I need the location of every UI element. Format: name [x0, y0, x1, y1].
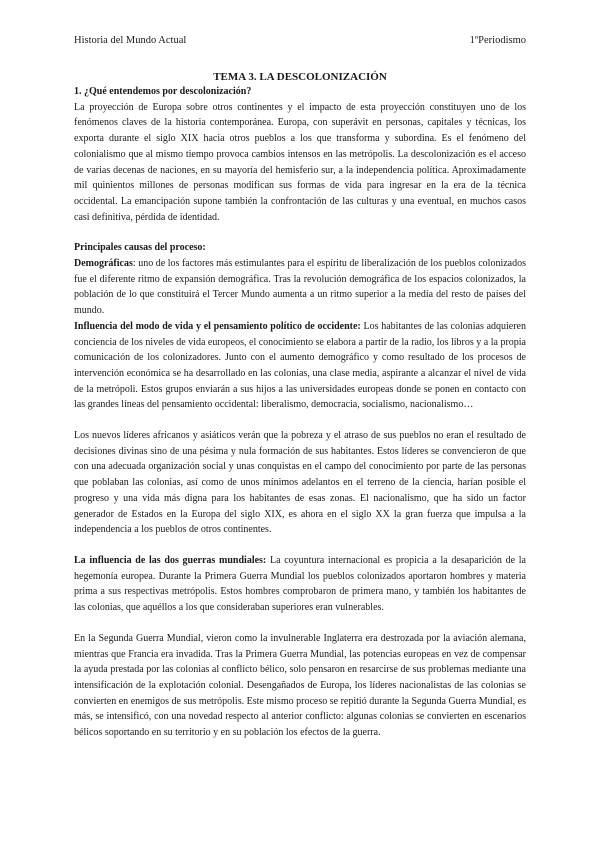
paragraph-influencia: [74, 319, 526, 413]
paragraph-lideres: Los nuevos líderes africanos y asiáticos verán que la pobreza y el atraso de sus pueblos no eran el resultado de decisiones divinas sino de una pésima y nula formación de sus habitantes. Estos líderes se convencieron de que con una adecuada organización social y unas conquistas en el campo del conocimiento por parte de las personas que poblaban las colonias, así como de unos mínimos adelantos en el terreno de la ciencia, harían posible el progreso y una vida más digna para los habitantes de esas zonas. El nacionalismo, que ha sido un factor generador de Estados en la Europa del siglo XIX, es ahora en el siglo XX la gran fuerza que impulsa a la independencia a los pueblos de otros continentes.: [74, 430, 526, 536]
text-demograficas: : uno de los factores más estimulantes para el espíritu de liberalización de los pueblos colonizados fue el diferente ritmo de expansión demográfica. Tras la revolución demográfica de los espacios colonizados, la población de lo que constituirá el Tercer Mundo aumenta a un ritmo superior a la media del resto de países del mundo.: [74, 258, 526, 317]
paragraph-demograficas: [74, 256, 526, 319]
section-heading-causas: Principales causas del proceso:: [74, 242, 206, 254]
document-title: TEMA 3. LA DESCOLONIZACIÓN: [213, 71, 387, 83]
text-guerras: La coyuntura internacional es propicia a la desaparición de la hegemonía europea. Durante la Primera Guerra Mundial los pueblos colonizados aportaron hombres y materia prima a sus respectivas metrópolis. Estos hombres comprobaron de primera mano, y también los habitantes de las colonias, que aquéllos a los que consideraban superiores eran vulnerables.: [74, 554, 526, 614]
paragraph-guerras: [74, 553, 526, 616]
header-degree: 1ºPeriodismo: [469, 35, 526, 46]
paragraph-segunda-guerra: En la Segunda Guerra Mundial, vieron como la invulnerable Inglaterra era destrozada por la aviación alemana, mientras que Francia era invadida. Tras la Primera Guerra Mundial, las potencias europeas en vez de compensar la ayuda prestada por las colonias al conflicto bélico, solo pensaron en resarcirse de sus problemas mediante una intensificación de la explotación colonial. Desengañados de Europa, los líderes nacionalistas de las colonias se convierten en enemigos de sus metrópolis. Este mismo proceso se repitió durante la Segunda Guerra Mundial, es más, se intensificó, con una novedad respecto al anterior conflicto: algunas colonias se convierten en escenarios bélicos soportando en su territorio y en su población los efectos de la guerra.: [74, 632, 526, 739]
page-header: [74, 34, 526, 48]
text-influencia: Los habitantes de las colonias adquieren conciencia de los niveles de vida europeos, el conocimiento se elabora a partir de la radio, los libros y a la propia comunicación de los colonizadores. Junto con el aumento demográfico y como resultado de los procesos de intervención económica se ha desarrollado en las colonias, una clase media, aspirante a alcanzar el nivel de vida de la metrópoli. Estos grupos enviarán a sus hijos a las universidades europeas donde se ponen en contacto con las grandes líneas del pensamiento occidental: liberalismo, democracia, socialismo, nacionalismo…: [74, 320, 526, 411]
section-heading-descolonizacion: 1. ¿Qué entendemos por descolonización?: [74, 86, 252, 97]
paragraph-intro: La proyección de Europa sobre otros continentes y el impacto de esta proyección constituyen uno de los fenómenos claves de la historia contemporánea. Europa, con superávit en personas, capitales y técnicas, los exporta durante el siglo XIX hacia otros pueblos a los que transforma y subordina. Es el fenómeno del colonialismo que al mismo tiempo provoca cambios intensos en las metrópolis. La descolonización es el acceso de varias decenas de naciones, en su mayoría del hemisferio sur, a la independencia política. Aproximadamente mil quinientos millones de personas modifican sus formas de vida para ingresar en la era de la técnica occidental. La emancipación supone también la confrontación de las culturas y una eventual, en muchos casos casi definitiva, pérdida de identidad.: [74, 101, 526, 223]
header-course: Historia del Mundo Actual: [74, 35, 187, 46]
label-guerras: La influencia de las dos guerras mundiales:: [74, 554, 267, 566]
label-influencia: Influencia del modo de vida y el pensamiento político de occidente:: [74, 320, 361, 332]
document-body: [74, 70, 526, 741]
label-demograficas: Demográficas: [74, 258, 133, 270]
